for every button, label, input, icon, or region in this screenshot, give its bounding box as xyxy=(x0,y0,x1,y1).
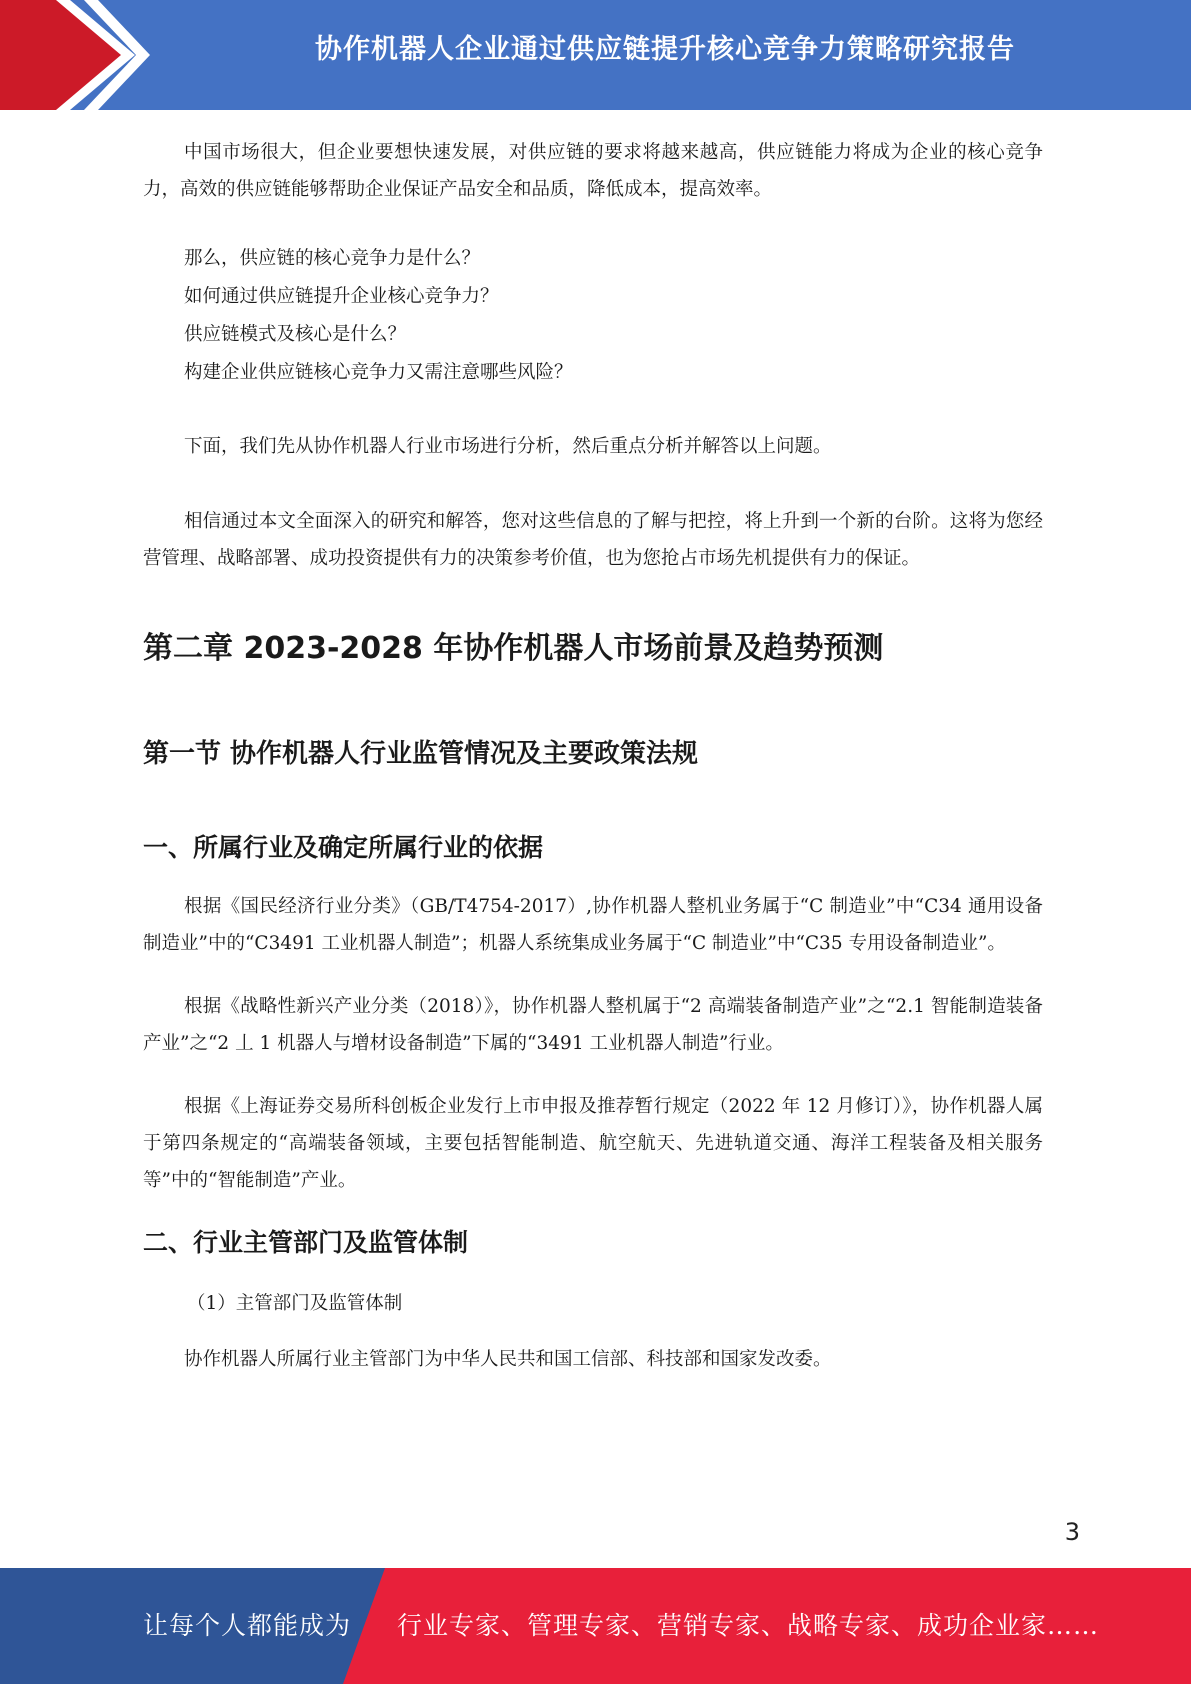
section-title: 第一节 协作机器人行业监管情况及主要政策法规 xyxy=(143,739,699,769)
header-banner xyxy=(0,0,1191,110)
regulator-paragraph: 协作机器人所属行业主管部门为中华人民共和国工信部、科技部和国家发改委。 xyxy=(184,1349,832,1370)
report-title: 协作机器人企业通过供应链提升核心竞争力策略研究报告 xyxy=(315,34,1015,65)
question-item: 构建企业供应链核心竞争力又需注意哪些风险？ xyxy=(184,362,573,383)
question-item: 那么，供应链的核心竞争力是什么？ xyxy=(184,248,481,269)
question-item: 如何通过供应链提升企业核心竞争力？ xyxy=(184,286,499,307)
item-label: （1）主管部门及监管体制 xyxy=(187,1293,403,1314)
footer-slogan-right: 行业专家、管理专家、营销专家、战略专家、成功企业家…… xyxy=(397,1611,1100,1640)
footer-banner xyxy=(0,1568,1191,1684)
question-list xyxy=(143,240,1043,392)
intro-paragraph-2: 下面，我们先从协作机器人行业市场进行分析，然后重点分析并解答以上问题。 xyxy=(184,436,832,457)
footer-slogan-left: 让每个人都能成为 xyxy=(143,1611,352,1640)
industry-classification-paragraph-2: 根据《战略性新兴产业分类（2018）》，协作机器人整机属于“2 高端装备制造产业”之“2.1 智能制造装备产业”之“2 丄 1 机器人与增材设备制造”下属的“3491 工业机器人制造”行业。 xyxy=(143,996,1043,1054)
intro-paragraph-3: 相信通过本文全面深入的研究和解答，您对这些信息的了解与把控，将上升到一个新的台阶。这将为您经营管理、战略部署、成功投资提供有力的决策参考价值，也为您抢占市场先机提供有力的保证。 xyxy=(143,511,1043,569)
subsection-title-1: 一、所属行业及确定所属行业的依据 xyxy=(143,833,544,862)
chapter-title: 第二章 2023-2028 年协作机器人市场前景及趋势预测 xyxy=(143,631,884,666)
question-item: 供应链模式及核心是什么？ xyxy=(184,324,407,345)
page-number: 3 xyxy=(1064,1518,1080,1546)
page-content xyxy=(143,130,1043,1378)
industry-classification-paragraph-3: 根据《上海证券交易所科创板企业发行上市申报及推荐暂行规定（2022 年 12 月修订）》，协作机器人属于第四条规定的“高端装备领域，主要包括智能制造、航空航天、先进轨道交通、海洋工程装备及相关服务等”中的“智能制造”产业。 xyxy=(143,1096,1043,1191)
subsection-title-2: 二、行业主管部门及监管体制 xyxy=(143,1228,469,1257)
intro-paragraph-1: 中国市场很大，但企业要想快速发展，对供应链的要求将越来越高，供应链能力将成为企业的核心竞争力，高效的供应链能够帮助企业保证产品安全和品质，降低成本，提高效率。 xyxy=(143,142,1043,200)
industry-classification-paragraph-1: 根据《国民经济行业分类》（GB/T4754-2017）,协作机器人整机业务属于“C 制造业”中“C34 通用设备制造业”中的“C3491 工业机器人制造”；机器人系统集成业务属于“C 制造业”中“C35 专用设备制造业”。 xyxy=(143,896,1043,954)
